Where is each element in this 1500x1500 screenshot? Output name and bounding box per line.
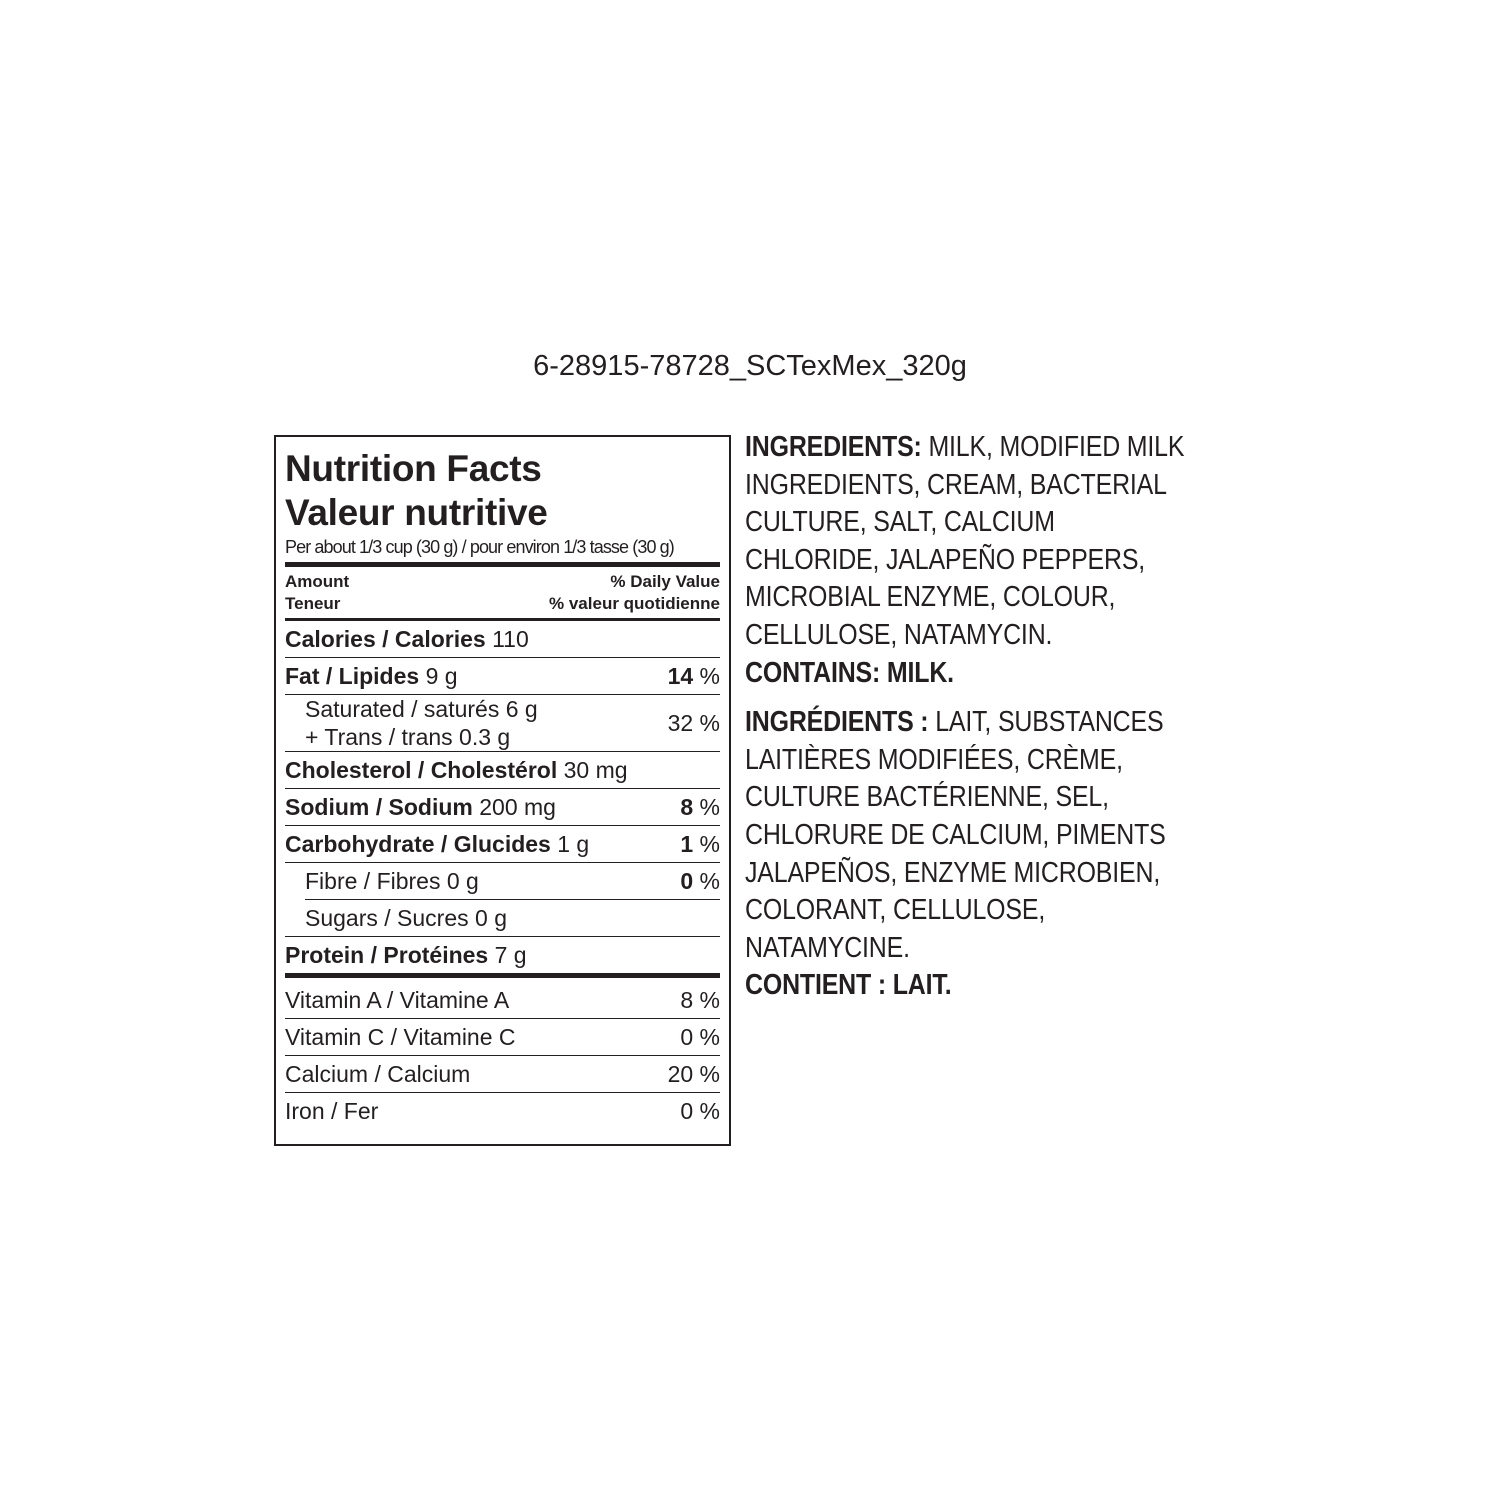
trans-label: + Trans / trans 0.3 g: [305, 724, 511, 750]
sodium-row: [285, 789, 720, 825]
ingredients-heading-en: INGREDIENTS:: [745, 431, 922, 463]
fibre-label: Fibre / Fibres 0 g: [305, 868, 479, 894]
vitamin-value: 0 %: [680, 1098, 720, 1124]
vitamin-label: Calcium / Calcium: [285, 1061, 471, 1087]
amount-header: [285, 567, 720, 618]
daily-value-label-en: % Daily Value: [610, 572, 720, 591]
vitamin-label: Iron / Fer: [285, 1098, 379, 1124]
sodium-pct: 8: [680, 794, 694, 820]
fat-amount: 9 g: [425, 663, 458, 689]
vitamin-value: 0 %: [680, 1024, 720, 1050]
saturated-label: Saturated / saturés 6 g: [305, 696, 538, 722]
calories-row: [285, 621, 720, 657]
ingredients-en: [745, 429, 1192, 655]
protein-row: [285, 937, 720, 973]
pct-sign: %: [699, 710, 720, 736]
fibre-row: [285, 863, 720, 899]
daily-value-label-fr: % valeur quotidienne: [549, 594, 720, 613]
carbohydrate-row: [285, 826, 720, 862]
vitamin-row: [285, 982, 720, 1018]
vitamin-value: 8 %: [680, 987, 720, 1013]
cholesterol-label: Cholesterol / Cholestérol: [285, 757, 558, 783]
file-label: 6-28915-78728_SCTexMex_320g: [533, 350, 967, 382]
saturated-trans-row: [285, 695, 720, 751]
sugars-label: Sugars / Sucres 0 g: [305, 905, 507, 931]
vitamin-row: [285, 1056, 720, 1092]
vitamin-value: 20 %: [667, 1061, 720, 1087]
nutrition-title-fr: Valeur nutritive: [285, 492, 548, 533]
fat-label: Fat / Lipides: [285, 663, 420, 689]
protein-label: Protein / Protéines: [285, 942, 489, 968]
vitamin-row: [285, 1093, 720, 1129]
carb-label: Carbohydrate / Glucides: [285, 831, 551, 857]
pct-sign: %: [699, 868, 720, 894]
calories-label: Calories / Calories: [285, 626, 486, 652]
contains-en: CONTAINS: MILK.: [745, 656, 954, 689]
serving-size: Per about 1/3 cup (30 g) / pour environ 1/3 tasse (30 g): [285, 537, 674, 557]
fat-row: [285, 658, 720, 694]
ingredients-text-en: MILK, MODIFIED MILK INGREDIENTS, CREAM, BACTERIAL CULTURE, SALT, CALCIUM CHLORIDE, JALAPEÑO PEPPERS, MICROBIAL ENZYME, COLOUR, CELLULOSE, NATAMYCIN.: [745, 431, 1185, 651]
contains-fr: CONTIENT : LAIT.: [745, 969, 952, 1002]
fat-pct: 14: [667, 663, 694, 689]
ingredients-heading-fr: INGRÉDIENTS :: [745, 706, 929, 739]
cholesterol-row: [285, 752, 720, 788]
amount-label-en: Amount: [285, 572, 350, 591]
cholesterol-amount: 30 mg: [563, 757, 628, 783]
pct-sign: %: [699, 831, 720, 857]
ingredients-text-fr: LAIT, SUBSTANCES LAITIÈRES MODIFIÉES, CRÈME, CULTURE BACTÉRIENNE, SEL, CHLORURE DE CALCIUM, PIMENTS JALAPEÑOS, ENZYME MICROBIEN, COLORANT, CELLULOSE, NATAMYCINE.: [745, 706, 1166, 964]
sodium-label: Sodium / Sodium: [285, 794, 473, 820]
ingredients-panel: [745, 429, 1192, 1005]
sat-trans-pct: 32: [667, 710, 694, 736]
vitamin-label: Vitamin A / Vitamine A: [285, 987, 510, 1013]
carb-amount: 1 g: [557, 831, 590, 857]
pct-sign: %: [699, 663, 720, 689]
vitamin-row: [285, 1019, 720, 1055]
calories-value: 110: [492, 626, 529, 652]
pct-sign: %: [699, 794, 720, 820]
amount-label-fr: Teneur: [285, 594, 341, 613]
fibre-pct: 0: [680, 868, 694, 894]
ingredients-fr: [745, 704, 1192, 967]
sodium-amount: 200 mg: [479, 794, 556, 820]
nutrition-facts-table: [274, 435, 731, 1146]
carb-pct: 1: [680, 831, 694, 857]
vitamin-label: Vitamin C / Vitamine C: [285, 1024, 516, 1050]
protein-amount: 7 g: [494, 942, 527, 968]
nutrition-title-en: Nutrition Facts: [285, 448, 542, 489]
sugars-row: [285, 900, 720, 936]
